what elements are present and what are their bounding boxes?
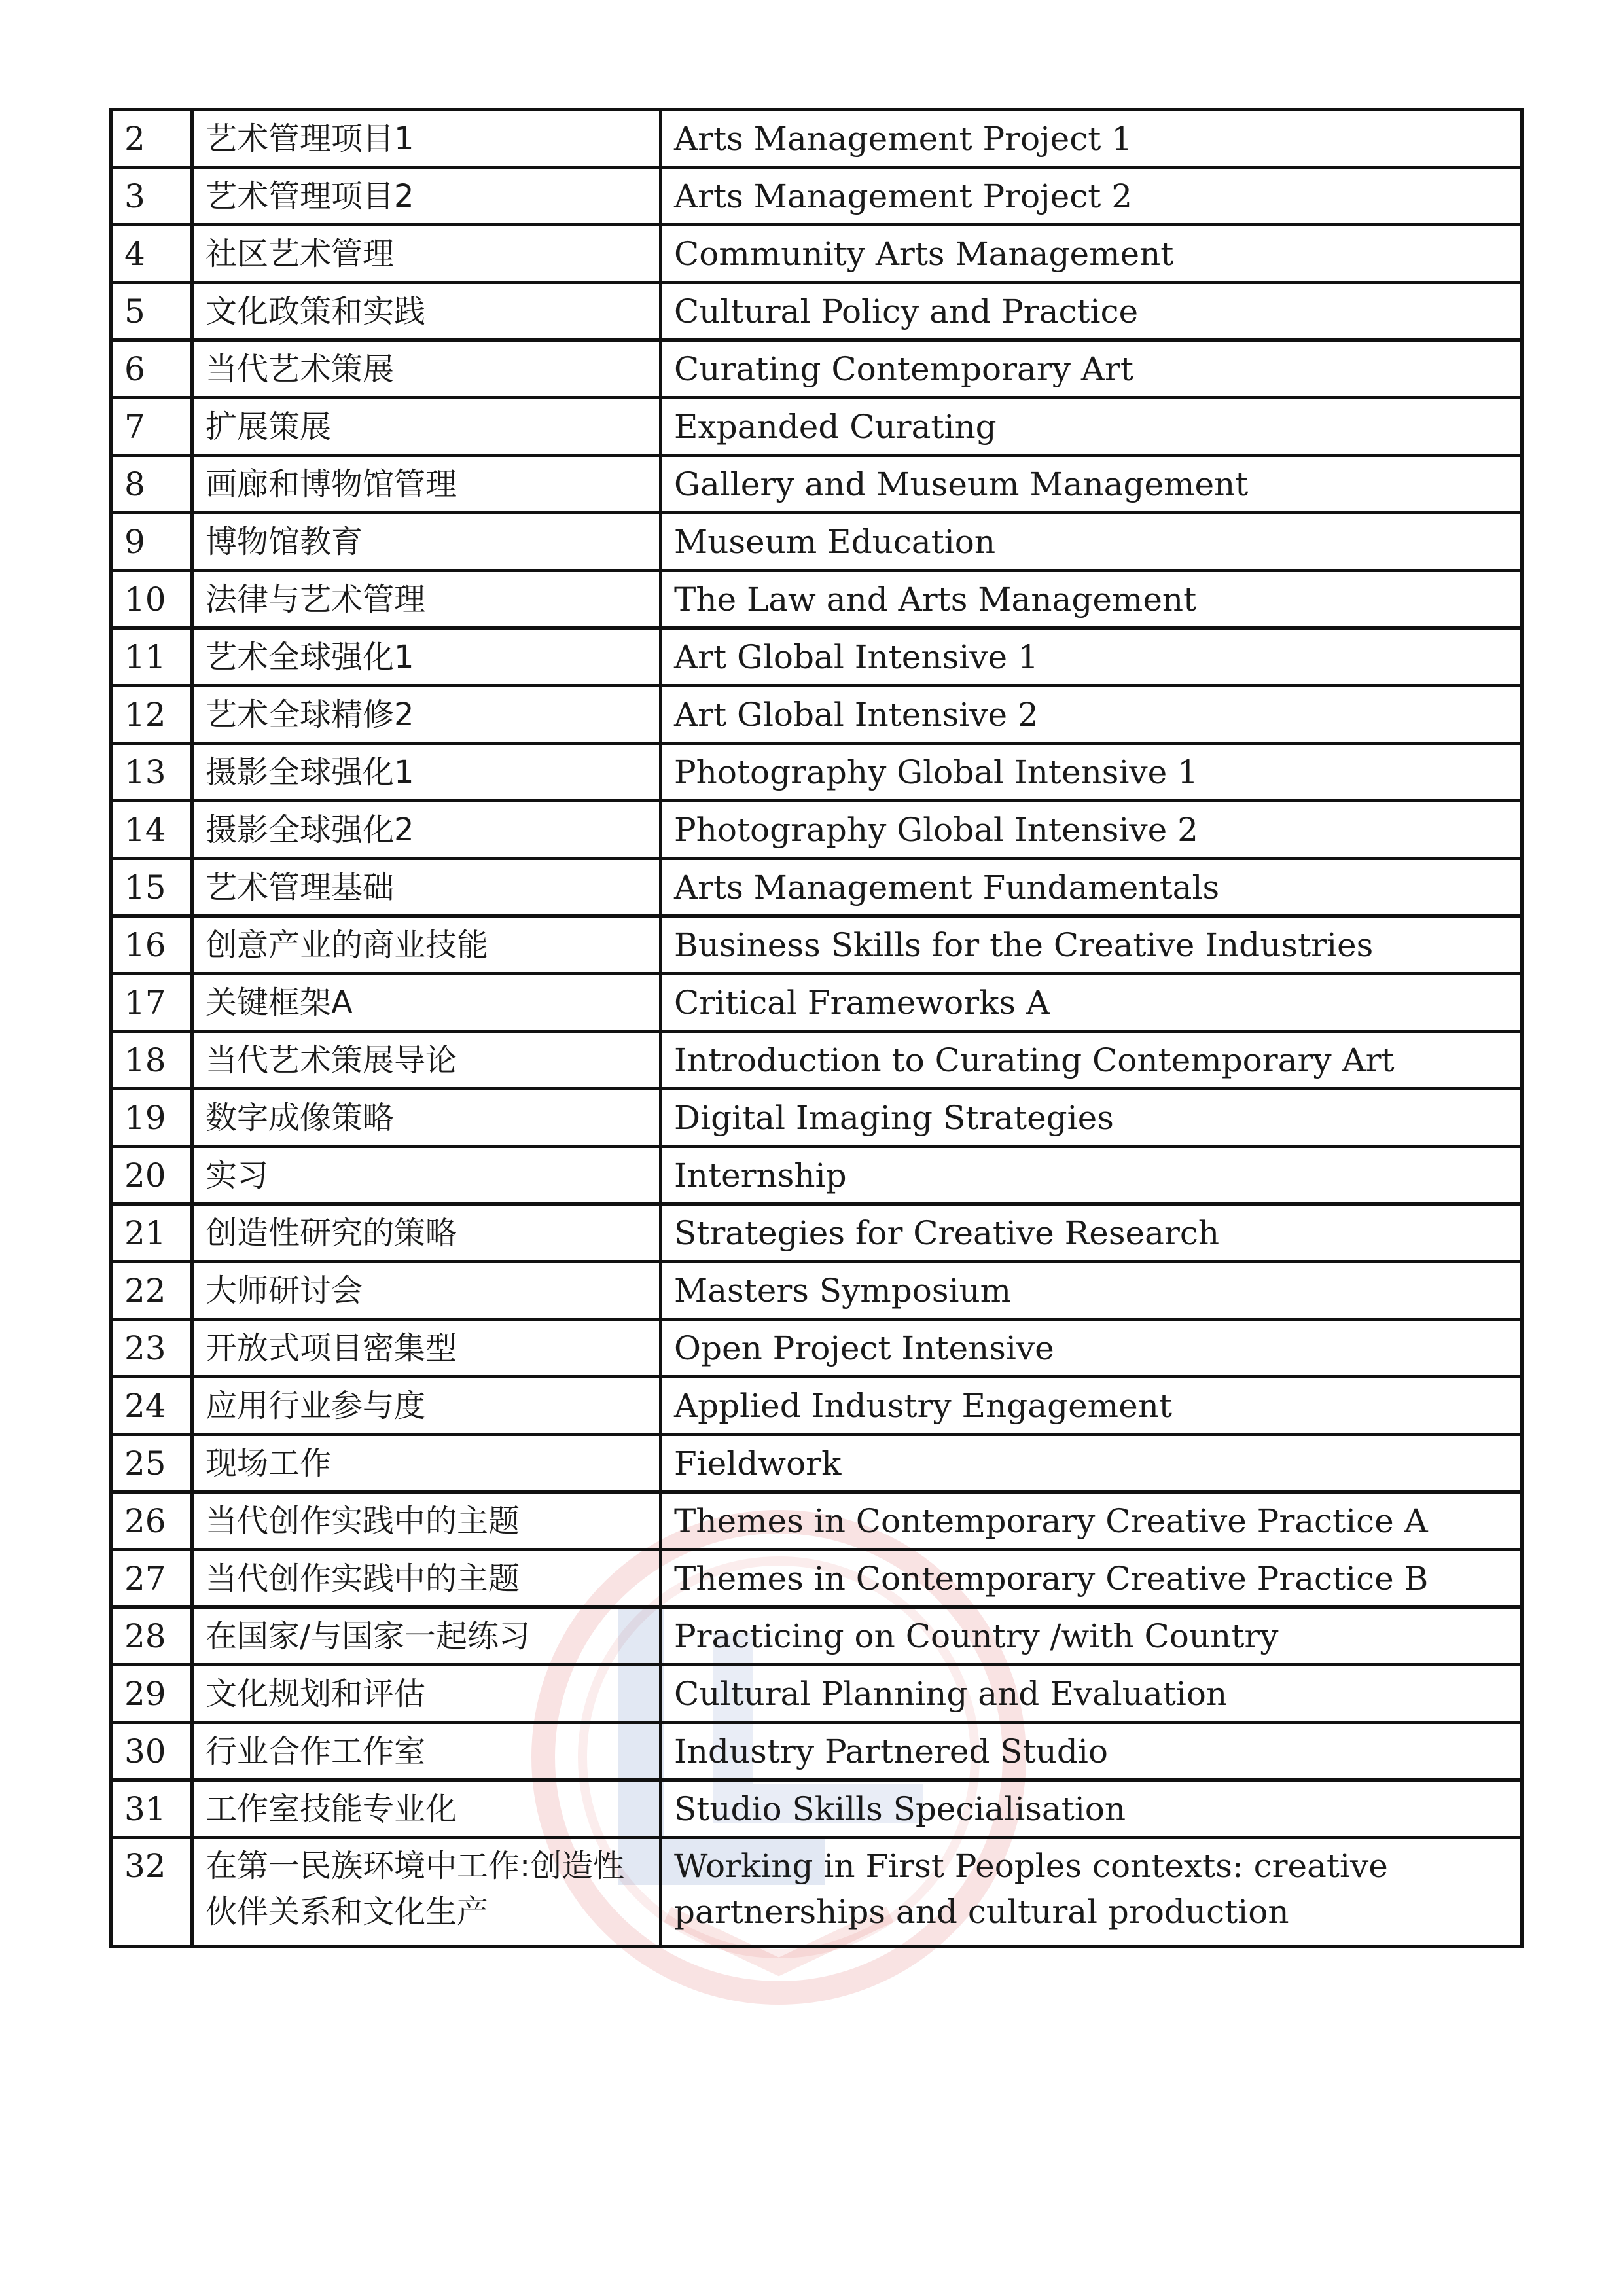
table-row (111, 1665, 1522, 1723)
row-number-cell: 8 (111, 456, 192, 513)
row-number-cell: 6 (111, 340, 192, 398)
chinese-name-cell: 在第一民族环境中工作:创造性伙伴关系和文化生产 (192, 1838, 661, 1947)
table-row (111, 340, 1522, 398)
english-name-cell: Community Arts Management (661, 225, 1522, 283)
english-name-cell: Business Skills for the Creative Industries (661, 916, 1522, 974)
chinese-name-cell: 文化规划和评估 (192, 1665, 661, 1723)
english-name-cell: Digital Imaging Strategies (661, 1089, 1522, 1147)
english-name-cell: Arts Management Project 2 (661, 168, 1522, 225)
chinese-name-cell: 现场工作 (192, 1435, 661, 1492)
row-number-cell: 12 (111, 686, 192, 744)
english-name-cell: Gallery and Museum Management (661, 456, 1522, 513)
table-row (111, 974, 1522, 1031)
english-name-cell: Applied Industry Engagement (661, 1377, 1522, 1435)
table-row (111, 398, 1522, 456)
table-row (111, 628, 1522, 686)
table-row (111, 1147, 1522, 1204)
row-number-cell: 32 (111, 1838, 192, 1947)
row-number-cell: 28 (111, 1607, 192, 1665)
english-name-cell: Practicing on Country /with Country (661, 1607, 1522, 1665)
english-name-cell: Art Global Intensive 2 (661, 686, 1522, 744)
chinese-name-cell: 法律与艺术管理 (192, 571, 661, 628)
chinese-name-cell: 开放式项目密集型 (192, 1319, 661, 1377)
row-number-cell: 22 (111, 1262, 192, 1319)
row-number-cell: 27 (111, 1550, 192, 1607)
chinese-name-cell: 艺术管理基础 (192, 859, 661, 916)
row-number-cell: 26 (111, 1492, 192, 1550)
english-name-cell: Industry Partnered Studio (661, 1723, 1522, 1780)
row-number-cell: 5 (111, 283, 192, 340)
table-row (111, 456, 1522, 513)
row-number-cell: 7 (111, 398, 192, 456)
table-row (111, 1262, 1522, 1319)
chinese-name-cell: 艺术全球精修2 (192, 686, 661, 744)
row-number-cell: 2 (111, 110, 192, 168)
table-row (111, 1550, 1522, 1607)
english-name-cell: Strategies for Creative Research (661, 1204, 1522, 1262)
row-number-cell: 31 (111, 1780, 192, 1838)
row-number-cell: 24 (111, 1377, 192, 1435)
english-name-cell: Fieldwork (661, 1435, 1522, 1492)
row-number-cell: 10 (111, 571, 192, 628)
table-row (111, 1838, 1522, 1947)
row-number-cell: 30 (111, 1723, 192, 1780)
chinese-name-cell: 扩展策展 (192, 398, 661, 456)
english-name-cell: Studio Skills Specialisation (661, 1780, 1522, 1838)
chinese-name-cell: 画廊和博物馆管理 (192, 456, 661, 513)
table-row (111, 1377, 1522, 1435)
english-name-cell: Photography Global Intensive 2 (661, 801, 1522, 859)
english-name-cell: Photography Global Intensive 1 (661, 744, 1522, 801)
english-name-cell: Themes in Contemporary Creative Practice A (661, 1492, 1522, 1550)
table-row (111, 571, 1522, 628)
table-row (111, 801, 1522, 859)
course-table-body (111, 110, 1522, 1947)
table-row (111, 1031, 1522, 1089)
chinese-name-cell: 创意产业的商业技能 (192, 916, 661, 974)
english-name-cell: Open Project Intensive (661, 1319, 1522, 1377)
table-row (111, 1492, 1522, 1550)
chinese-name-cell: 当代艺术策展导论 (192, 1031, 661, 1089)
chinese-name-cell: 关键框架A (192, 974, 661, 1031)
table-row (111, 916, 1522, 974)
row-number-cell: 9 (111, 513, 192, 571)
row-number-cell: 3 (111, 168, 192, 225)
english-name-cell: Working in First Peoples contexts: creative partnerships and cultural production (661, 1838, 1522, 1947)
row-number-cell: 15 (111, 859, 192, 916)
chinese-name-cell: 摄影全球强化2 (192, 801, 661, 859)
row-number-cell: 14 (111, 801, 192, 859)
english-name-cell: Critical Frameworks A (661, 974, 1522, 1031)
chinese-name-cell: 当代艺术策展 (192, 340, 661, 398)
english-name-cell: Art Global Intensive 1 (661, 628, 1522, 686)
chinese-name-cell: 数字成像策略 (192, 1089, 661, 1147)
chinese-name-cell: 工作室技能专业化 (192, 1780, 661, 1838)
row-number-cell: 18 (111, 1031, 192, 1089)
row-number-cell: 11 (111, 628, 192, 686)
table-row (111, 859, 1522, 916)
chinese-name-cell: 在国家/与国家一起练习 (192, 1607, 661, 1665)
chinese-name-cell: 实习 (192, 1147, 661, 1204)
row-number-cell: 20 (111, 1147, 192, 1204)
table-row (111, 1780, 1522, 1838)
table-row (111, 1435, 1522, 1492)
english-name-cell: Cultural Policy and Practice (661, 283, 1522, 340)
table-row (111, 1089, 1522, 1147)
chinese-name-cell: 文化政策和实践 (192, 283, 661, 340)
row-number-cell: 16 (111, 916, 192, 974)
english-name-cell: Arts Management Project 1 (661, 110, 1522, 168)
english-name-cell: Introduction to Curating Contemporary Art (661, 1031, 1522, 1089)
chinese-name-cell: 艺术管理项目2 (192, 168, 661, 225)
table-row (111, 225, 1522, 283)
row-number-cell: 19 (111, 1089, 192, 1147)
row-number-cell: 4 (111, 225, 192, 283)
course-table (109, 108, 1524, 1948)
chinese-name-cell: 应用行业参与度 (192, 1377, 661, 1435)
chinese-name-cell: 社区艺术管理 (192, 225, 661, 283)
chinese-name-cell: 博物馆教育 (192, 513, 661, 571)
chinese-name-cell: 艺术管理项目1 (192, 110, 661, 168)
chinese-name-cell: 大师研讨会 (192, 1262, 661, 1319)
english-name-cell: Masters Symposium (661, 1262, 1522, 1319)
chinese-name-cell: 摄影全球强化1 (192, 744, 661, 801)
chinese-name-cell: 艺术全球强化1 (192, 628, 661, 686)
table-row (111, 283, 1522, 340)
row-number-cell: 13 (111, 744, 192, 801)
chinese-name-cell: 当代创作实践中的主题 (192, 1492, 661, 1550)
english-name-cell: Internship (661, 1147, 1522, 1204)
row-number-cell: 17 (111, 974, 192, 1031)
chinese-name-cell: 当代创作实践中的主题 (192, 1550, 661, 1607)
english-name-cell: Arts Management Fundamentals (661, 859, 1522, 916)
english-name-cell: The Law and Arts Management (661, 571, 1522, 628)
english-name-cell: Expanded Curating (661, 398, 1522, 456)
table-row (111, 110, 1522, 168)
chinese-name-cell: 行业合作工作室 (192, 1723, 661, 1780)
table-row (111, 513, 1522, 571)
table-row (111, 744, 1522, 801)
row-number-cell: 21 (111, 1204, 192, 1262)
table-row (111, 168, 1522, 225)
table-row (111, 1723, 1522, 1780)
english-name-cell: Themes in Contemporary Creative Practice B (661, 1550, 1522, 1607)
table-row (111, 686, 1522, 744)
english-name-cell: Museum Education (661, 513, 1522, 571)
row-number-cell: 25 (111, 1435, 192, 1492)
table-row (111, 1204, 1522, 1262)
english-name-cell: Cultural Planning and Evaluation (661, 1665, 1522, 1723)
chinese-name-cell: 创造性研究的策略 (192, 1204, 661, 1262)
table-row (111, 1607, 1522, 1665)
english-name-cell: Curating Contemporary Art (661, 340, 1522, 398)
row-number-cell: 23 (111, 1319, 192, 1377)
table-row (111, 1319, 1522, 1377)
row-number-cell: 29 (111, 1665, 192, 1723)
